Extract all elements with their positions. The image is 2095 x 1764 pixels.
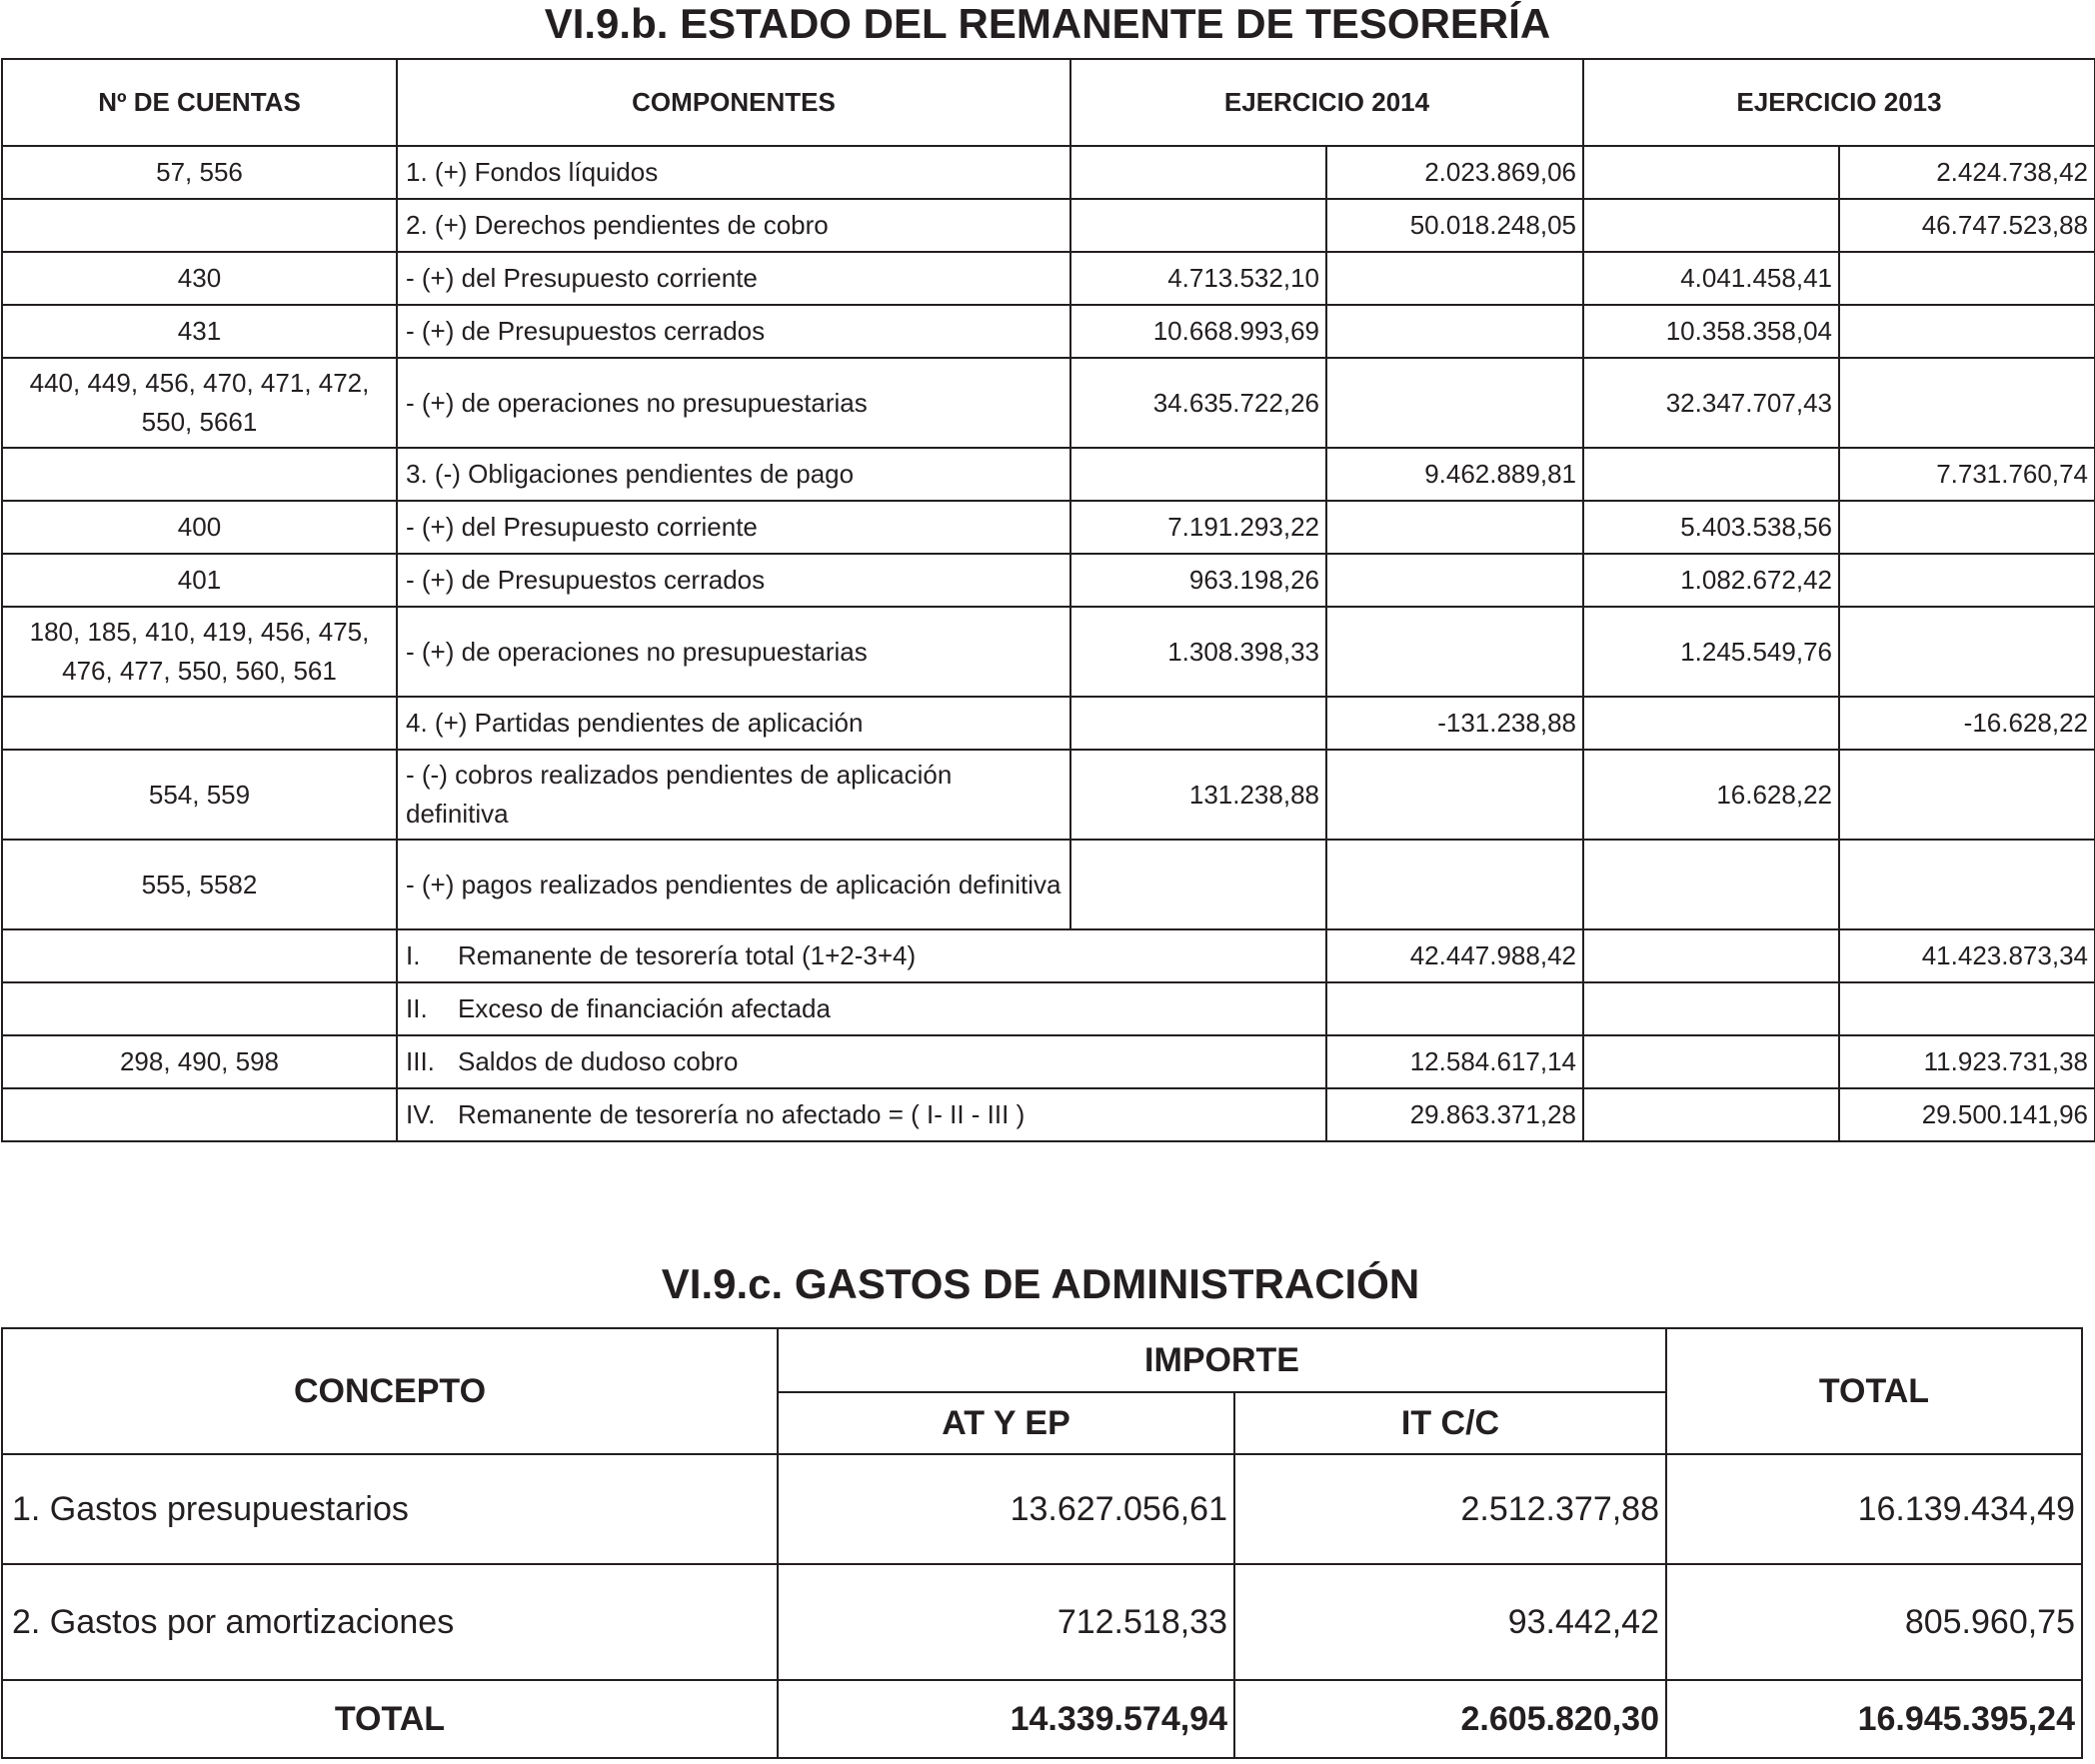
concept-label: 2. Gastos por amortizaciones	[2, 1564, 778, 1680]
treasury-row	[2, 840, 2095, 929]
empty-cell	[1583, 1088, 1839, 1141]
subtotal-2013: -16.628,22	[1839, 697, 2095, 750]
subtotal-2014	[1326, 840, 1583, 929]
detail-2013: 1.082.672,42	[1583, 554, 1839, 607]
account-numbers	[2, 929, 397, 982]
total-label: Saldos de dudoso cobro	[458, 1046, 739, 1076]
total-label-cell	[397, 1035, 1326, 1088]
account-numbers: 555, 5582	[2, 840, 397, 929]
roman-numeral: III.	[406, 1046, 435, 1076]
empty-cell	[1583, 982, 1839, 1035]
total-it-cc: 2.605.820,30	[1234, 1680, 1666, 1758]
account-numbers: 430	[2, 252, 397, 305]
treasury-row	[2, 305, 2095, 358]
detail-2014	[1070, 840, 1326, 929]
detail-2013	[1583, 448, 1839, 501]
amount-total: 805.960,75	[1666, 1564, 2082, 1680]
header-concept: CONCEPTO	[2, 1328, 778, 1454]
detail-2013: 1.245.549,76	[1583, 607, 1839, 697]
detail-2014: 34.635.722,26	[1070, 358, 1326, 448]
detail-2014	[1070, 448, 1326, 501]
account-numbers: 400	[2, 501, 397, 554]
account-numbers: 554, 559	[2, 750, 397, 840]
total-label-cell	[397, 1088, 1326, 1141]
component-label: - (+) de operaciones no presupuestarias	[397, 607, 1070, 697]
treasury-total-row	[2, 982, 2095, 1035]
treasury-row	[2, 252, 2095, 305]
header-it-cc: IT C/C	[1234, 1392, 1666, 1454]
grand-total: 16.945.395,24	[1666, 1680, 2082, 1758]
treasury-total-row	[2, 1088, 2095, 1141]
detail-2013	[1583, 146, 1839, 199]
total-2013: 29.500.141,96	[1839, 1088, 2095, 1141]
account-numbers: 440, 449, 456, 470, 471, 472, 550, 5661	[2, 358, 397, 448]
total-label: Remanente de tesorería total (1+2-3+4)	[458, 940, 917, 970]
subtotal-2013	[1839, 840, 2095, 929]
header-accounts: Nº DE CUENTAS	[2, 59, 397, 146]
account-numbers	[2, 1088, 397, 1141]
treasury-row	[2, 750, 2095, 840]
total-2013: 41.423.873,34	[1839, 929, 2095, 982]
amount-at-ep: 13.627.056,61	[778, 1454, 1234, 1564]
treasury-row	[2, 146, 2095, 199]
component-label: 2. (+) Derechos pendientes de cobro	[397, 199, 1070, 252]
amount-total: 16.139.434,49	[1666, 1454, 2082, 1564]
total-2014: 29.863.371,28	[1326, 1088, 1583, 1141]
detail-2013: 16.628,22	[1583, 750, 1839, 840]
header-components: COMPONENTES	[397, 59, 1070, 146]
total-label: Remanente de tesorería no afectado = ( I- II - III )	[458, 1099, 1026, 1129]
amount-it-cc: 2.512.377,88	[1234, 1454, 1666, 1564]
subtotal-2014: 2.023.869,06	[1326, 146, 1583, 199]
total-2014: 12.584.617,14	[1326, 1035, 1583, 1088]
account-numbers: 298, 490, 598	[2, 1035, 397, 1088]
roman-numeral: IV.	[406, 1099, 436, 1129]
treasury-row	[2, 554, 2095, 607]
component-label: - (+) de operaciones no presupuestarias	[397, 358, 1070, 448]
roman-numeral: I.	[406, 940, 421, 970]
account-numbers: 180, 185, 410, 419, 456, 475, 476, 477, 550, 560, 561	[2, 607, 397, 697]
empty-cell	[1583, 1035, 1839, 1088]
admin-row	[2, 1564, 2082, 1680]
header-total: TOTAL	[1666, 1328, 2082, 1454]
account-numbers	[2, 697, 397, 750]
roman-numeral: II.	[406, 993, 428, 1023]
treasury-header-row	[2, 59, 2095, 146]
total-label: TOTAL	[2, 1680, 778, 1758]
detail-2013: 32.347.707,43	[1583, 358, 1839, 448]
amount-it-cc: 93.442,42	[1234, 1564, 1666, 1680]
detail-2014: 10.668.993,69	[1070, 305, 1326, 358]
subtotal-2013	[1839, 750, 2095, 840]
subtotal-2014	[1326, 501, 1583, 554]
admin-total-row	[2, 1680, 2082, 1758]
treasury-row	[2, 697, 2095, 750]
concept-label: 1. Gastos presupuestarios	[2, 1454, 778, 1564]
subtotal-2013	[1839, 252, 2095, 305]
subtotal-2014: -131.238,88	[1326, 697, 1583, 750]
subtotal-2013: 46.747.523,88	[1839, 199, 2095, 252]
account-numbers	[2, 448, 397, 501]
component-label: 4. (+) Partidas pendientes de aplicación	[397, 697, 1070, 750]
account-numbers: 401	[2, 554, 397, 607]
admin-table	[1, 1327, 2083, 1759]
header-year-2013: EJERCICIO 2013	[1583, 59, 2095, 146]
account-numbers	[2, 982, 397, 1035]
detail-2014: 131.238,88	[1070, 750, 1326, 840]
subtotal-2014: 50.018.248,05	[1326, 199, 1583, 252]
component-label: - (+) de Presupuestos cerrados	[397, 305, 1070, 358]
detail-2013	[1583, 199, 1839, 252]
admin-header-row	[2, 1328, 2082, 1392]
subtotal-2014	[1326, 358, 1583, 448]
amount-at-ep: 712.518,33	[778, 1564, 1234, 1680]
treasury-row	[2, 358, 2095, 448]
component-label: - (+) del Presupuesto corriente	[397, 501, 1070, 554]
account-numbers	[2, 199, 397, 252]
treasury-row	[2, 199, 2095, 252]
component-label: - (+) pagos realizados pendientes de aplicación definitiva	[397, 840, 1070, 929]
subtotal-2013	[1839, 554, 2095, 607]
treasury-total-row	[2, 1035, 2095, 1088]
total-2014	[1326, 982, 1583, 1035]
detail-2014: 7.191.293,22	[1070, 501, 1326, 554]
subtotal-2013	[1839, 501, 2095, 554]
total-label-cell	[397, 929, 1326, 982]
account-numbers: 57, 556	[2, 146, 397, 199]
subtotal-2014	[1326, 252, 1583, 305]
total-at-ep: 14.339.574,94	[778, 1680, 1234, 1758]
treasury-table	[1, 58, 2095, 1142]
detail-2014	[1070, 697, 1326, 750]
detail-2013: 5.403.538,56	[1583, 501, 1839, 554]
detail-2013: 10.358.358,04	[1583, 305, 1839, 358]
subtotal-2014	[1326, 750, 1583, 840]
treasury-row	[2, 501, 2095, 554]
empty-cell	[1583, 929, 1839, 982]
detail-2014: 4.713.532,10	[1070, 252, 1326, 305]
subtotal-2014	[1326, 607, 1583, 697]
detail-2014	[1070, 146, 1326, 199]
detail-2014: 963.198,26	[1070, 554, 1326, 607]
account-numbers: 431	[2, 305, 397, 358]
component-label: - (+) de Presupuestos cerrados	[397, 554, 1070, 607]
treasury-total-row	[2, 929, 2095, 982]
detail-2014: 1.308.398,33	[1070, 607, 1326, 697]
treasury-title: VI.9.b. ESTADO DEL REMANENTE DE TESORERÍA	[544, 0, 1551, 47]
header-year-2014: EJERCICIO 2014	[1070, 59, 1583, 146]
detail-2013	[1583, 840, 1839, 929]
component-label: - (-) cobros realizados pendientes de aplicación definitiva	[397, 750, 1070, 840]
subtotal-2013	[1839, 607, 2095, 697]
total-label: Exceso de financiación afectada	[458, 993, 831, 1023]
subtotal-2013	[1839, 305, 2095, 358]
total-2013: 11.923.731,38	[1839, 1035, 2095, 1088]
component-label: 1. (+) Fondos líquidos	[397, 146, 1070, 199]
subtotal-2014	[1326, 554, 1583, 607]
admin-title: VI.9.c. GASTOS DE ADMINISTRACIÓN	[661, 1260, 1420, 1307]
header-at-ep: AT Y EP	[778, 1392, 1234, 1454]
component-label: 3. (-) Obligaciones pendientes de pago	[397, 448, 1070, 501]
subtotal-2014: 9.462.889,81	[1326, 448, 1583, 501]
subtotal-2013	[1839, 358, 2095, 448]
total-2013	[1839, 982, 2095, 1035]
total-2014: 42.447.988,42	[1326, 929, 1583, 982]
total-label-cell	[397, 982, 1326, 1035]
admin-row	[2, 1454, 2082, 1564]
subtotal-2013: 7.731.760,74	[1839, 448, 2095, 501]
detail-2014	[1070, 199, 1326, 252]
treasury-row	[2, 448, 2095, 501]
treasury-row	[2, 607, 2095, 697]
subtotal-2013: 2.424.738,42	[1839, 146, 2095, 199]
detail-2013	[1583, 697, 1839, 750]
detail-2013: 4.041.458,41	[1583, 252, 1839, 305]
component-label: - (+) del Presupuesto corriente	[397, 252, 1070, 305]
header-amount: IMPORTE	[778, 1328, 1666, 1392]
subtotal-2014	[1326, 305, 1583, 358]
